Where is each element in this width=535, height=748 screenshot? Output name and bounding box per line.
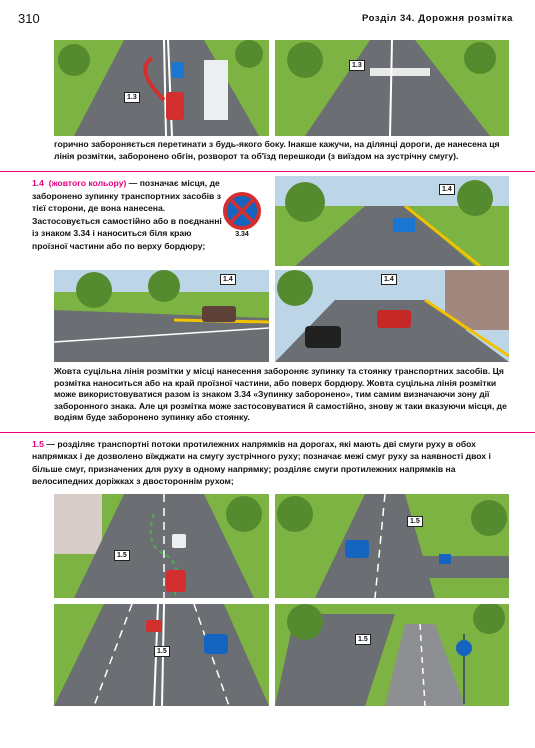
marking-label: 1.5 — [154, 646, 170, 657]
illustration-top-left — [54, 40, 269, 136]
section-divider — [0, 432, 535, 433]
illustration-top-right — [275, 40, 509, 136]
section-divider — [0, 171, 535, 172]
section-1-5-definition — [32, 438, 510, 487]
marking-label: 1.3 — [124, 92, 140, 103]
definition-text: — позначає місця, де заборонено зупинку транспортних засобів з тієї сторони, де вона нанесена. Застосовується самостійно або в поєднанні із знаком 3.34 і наноситься біля краю проїзної частини або по верху бордюру; — [32, 178, 222, 251]
definition-text: — розділяє транспортні потоки протилежних напрямків на дорогах, які мають дві смуги руху в обох напрямках і де дозволено вїжджати на смугу зустрічного руху; позначає межі смуг руху за наявності двох і більше смуг, призначених для руху в одному напрямку; розділяє смуги протилежних напрямків на велосипедних доріжках з двостороннім рухом; — [32, 439, 491, 486]
page-number: 310 — [18, 11, 40, 26]
illustration-1-5-top-right — [275, 494, 509, 598]
marking-label: 1.4 — [220, 274, 236, 285]
page-header — [0, 8, 535, 30]
section-1-4-explanation: Жовта суцільна лінія розмітки у місці нанесення забороняє зупинку та стоянку транспортних засобів. Ця розмітка наноситься або на край проїзної частини, або поверх бордюру. Жовта суцільна лінія розмітки може використовуватися разом із знаком 3.34 «Зупинку заборонено», тим самим визначаючи зону дії заборонного знака. Але ця розмітка може застосовуватися й самостійно, знову ж таки вказуючи місця, де водіям буде заборонено зупинку або стоянку. — [54, 366, 507, 423]
marking-label: 1.5 — [114, 550, 130, 561]
illustration-1-4-mid-right — [275, 270, 509, 362]
illustration-1-5-top-left — [54, 494, 269, 598]
marking-label: 1.5 — [407, 516, 423, 527]
chapter-title: Розділ 34. Дорожня розмітка — [361, 13, 513, 24]
no-stopping-icon — [223, 192, 261, 230]
no-stopping-sign — [223, 192, 261, 242]
section-qualifier: (жовтого кольору) — [48, 178, 127, 188]
marking-label: 1.3 — [349, 60, 365, 71]
section-number: 1.4 — [32, 178, 44, 188]
illustration-1-4-mid-left — [54, 270, 269, 362]
illustration-1-4-top-right — [275, 176, 509, 266]
intro-paragraph: горично забороняється перетинати з будь-якого боку. Інакше кажучи, на ділянці дороги, де нанесена ця лінія розмітки, заборонено обгін, розворот та об'їзд перешкоди (з виїздом на зустрічну смугу). — [54, 139, 500, 161]
section-1-4-definition — [32, 177, 224, 252]
section-number: 1.5 — [32, 439, 44, 449]
marking-label: 1.4 — [381, 274, 397, 285]
marking-label: 1.4 — [439, 184, 455, 195]
marking-label: 1.5 — [355, 634, 371, 645]
sign-caption: 3.34 — [235, 231, 249, 238]
illustration-1-5-bottom-right — [275, 604, 509, 706]
illustration-1-5-bottom-left — [54, 604, 269, 706]
